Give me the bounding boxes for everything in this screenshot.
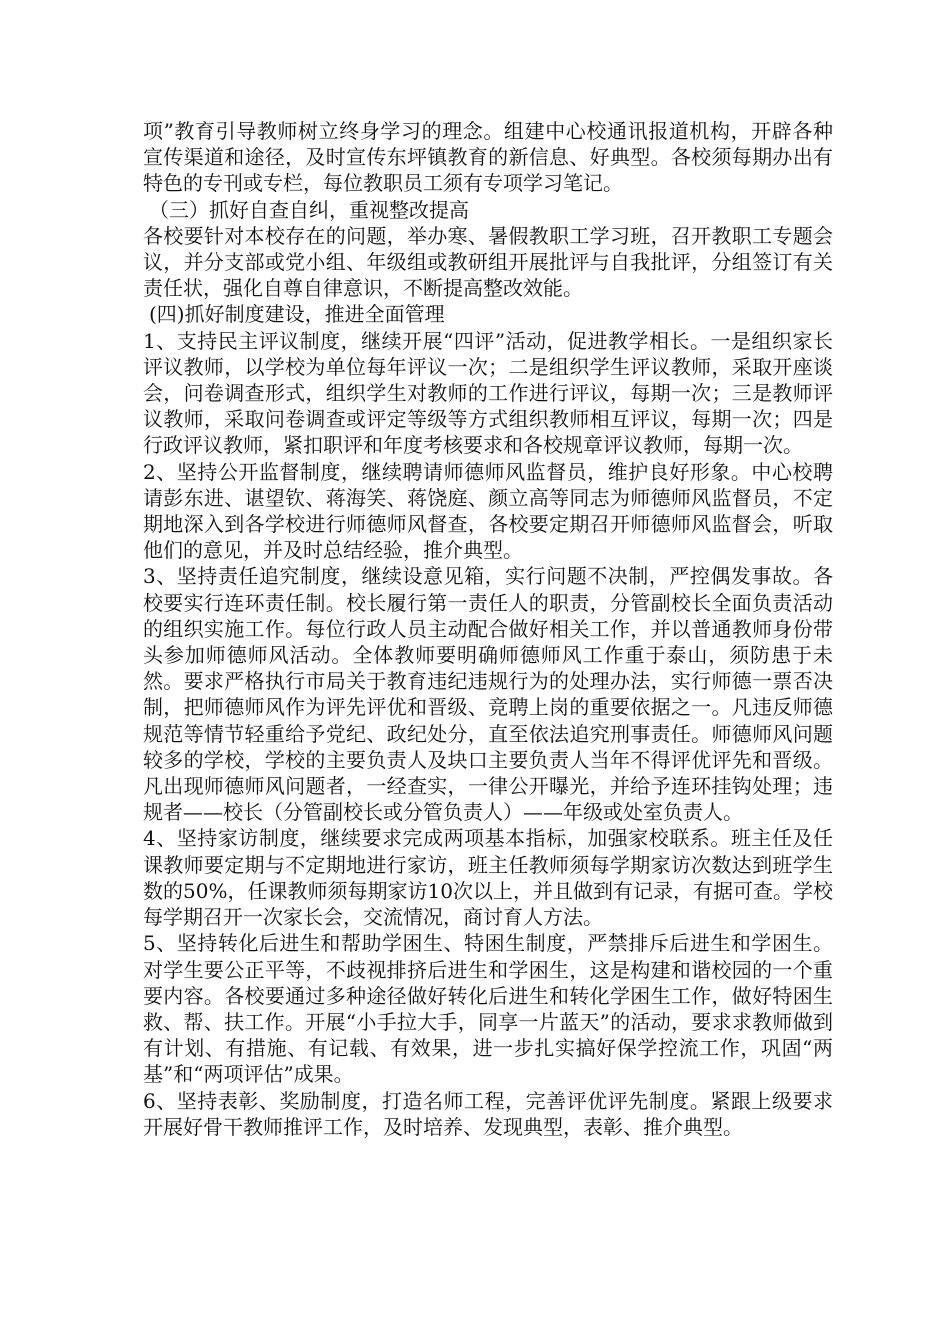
section-heading-system-building: (四)抓好制度建设，推进全面管理 (149, 302, 445, 327)
paragraph-item-2-supervision: 2、坚持公开监督制度，继续聘请师德师风监督员，维护良好形象。中心校聘请彭东进、谌望钦、蒋海笑、蒋饶庭、颜立高等同志为师德师风监督员，不定期地深入到各学校进行师德师风督查，各校要定期召开师德师风监督会，听取他们的意见，并及时总结经验，推介典型。 (143, 459, 833, 563)
paragraph-item-3-accountability: 3、坚持责任追究制度，继续设意见箱，实行问题不决制，严控偶发事故。各校要实行连环责任制。校长履行第一责任人的职责，分管副校长全面负责活动的组织实施工作。每位行政人员主动配合做好相关工作，并以普通教师身份带头参加师德师风活动。全体教师要明确师德师风工作重于泰山，须防患于未然。要求严格执行市局关于教育违纪违规行为的处理办法，实行师德一票否决制，把师德师风作为评先评优和晋级、竞聘上岗的重要依据之一。凡违反师德规范等情节轻重给予党纪、政纪处分，直至依法追究刑事责任。师德师风问题较多的学校，学校的主要负责人及块口主要负责人当年不得评优评先和晋级。凡出现师德师风问题者，一经查实，一律公开曝光，并给予连环挂钩处理；违规者——校长（分管副校长或分管负责人）——年级或处室负责人。 (143, 564, 833, 825)
document-page (143, 118, 833, 1140)
paragraph-rectification: 各校要针对本校存在的问题，举办寒、暑假教职工学习班，召开教职工专题会议，并分支部或党小组、年级组或教研组开展批评与自我批评，分组签订有关责任状，强化自尊自律意识，不断提高整改效能。 (143, 223, 833, 301)
section-heading-self-check: （三）抓好自查自纠，重视整改提高 (149, 197, 469, 222)
paragraph-item-1-evaluation: 1、支持民主评议制度，继续开展“四评”活动，促进教学相长。一是组织家长评议教师，以学校为单位每年评议一次；二是组织学生评议教师，采取开座谈会，问卷调查形式，组织学生对教师的工作进行评议，每期一次；三是教师评议教师，采取问卷调查或评定等级等方式组织教师相互评议，每期一次；四是行政评议教师，紧扣职评和年度考核要求和各校规章评议教师，每期一次。 (143, 328, 833, 458)
paragraph-item-6-rewards: 6、坚持表彰、奖励制度，打造名师工程，完善评优评先制度。紧跟上级要求开展好骨干教师推评工作，及时培养、发现典型，表彰、推介典型。 (143, 1088, 833, 1139)
paragraph-item-4-home-visits: 4、坚持家访制度，继续要求完成两项基本指标，加强家校联系。班主任及任课教师要定期与不定期地进行家访，班主任教师须每学期家访次数达到班学生数的50%，任课教师须每期家访10次以上，并且做到有记录，有据可查。学校每学期召开一次家长会，交流情况，商讨育人方法。 (143, 826, 833, 930)
paragraph-study-concept: 项”教育引导教师树立终身学习的理念。组建中心校通讯报道机构，开辟各种宣传渠道和途径，及时宣传东坪镇教育的新信息、好典型。各校须每期办出有特色的专刊或专栏，每位教职员工须有专项学习笔记。 (143, 119, 833, 196)
paragraph-item-5-student-support: 5、坚持转化后进生和帮助学困生、特困生制度，严禁排斥后进生和学困生。对学生要公正平等，不歧视排挤后进生和学困生，这是构建和谐校园的一个重要内容。各校要通过多种途径做好转化后进生和转化学困生工作，做好特困生救、帮、扶工作。开展“小手拉大手，同享一片蓝天”的活动，要求求教师做到有计划、有措施、有记载、有效果，进一步扎实搞好保学控流工作，巩固“两基”和“两项评估”成果。 (143, 931, 833, 1087)
